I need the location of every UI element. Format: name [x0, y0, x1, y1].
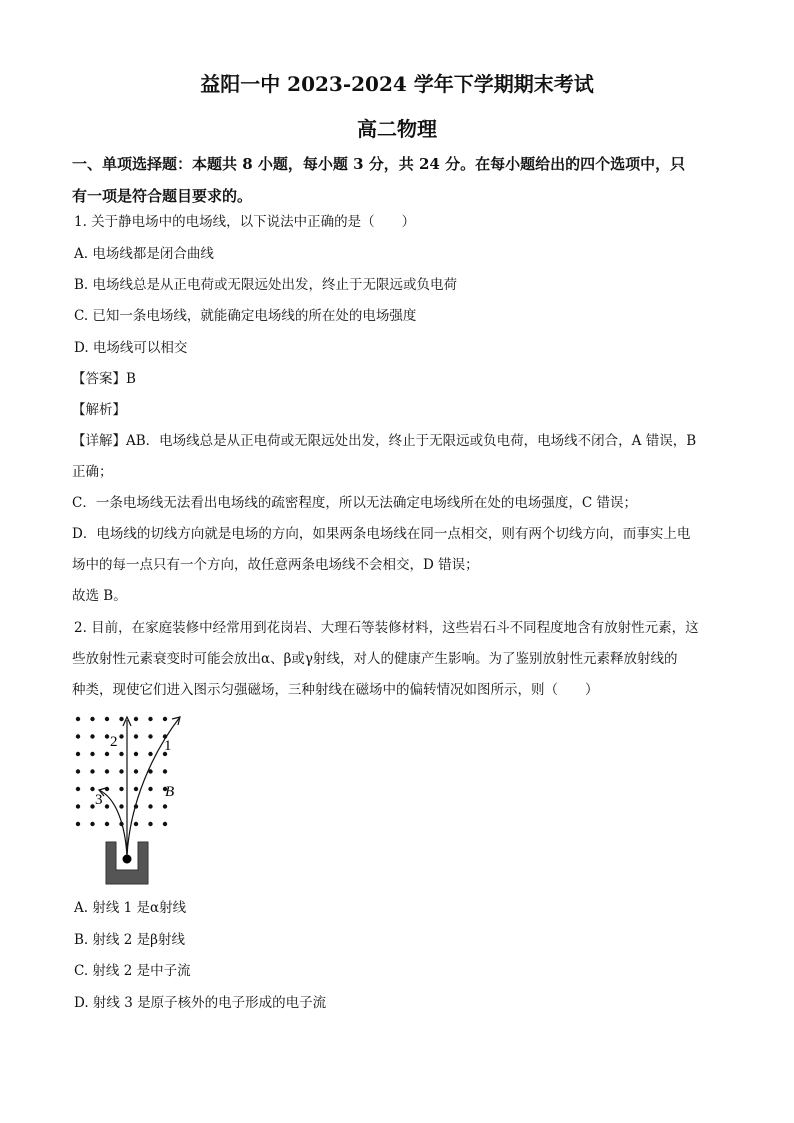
field-dot — [119, 804, 123, 808]
magnetic-field-figure — [68, 712, 188, 887]
q2-stem-line: 种类，现使它们进入图示匀强磁场，三种射线在磁场中的偏转情况如图所示，则（ ） — [72, 682, 599, 698]
field-dot — [134, 752, 138, 756]
q1-option-d: D. 电场线可以相交 — [74, 340, 188, 356]
field-dot — [105, 822, 109, 826]
field-dot — [105, 787, 109, 791]
field-dot — [90, 717, 94, 721]
ray-3-label: 3 — [95, 792, 103, 808]
field-dot — [105, 734, 109, 738]
field-dot — [105, 804, 109, 808]
section-heading — [72, 148, 732, 212]
q2-stem-line: 2. 目前，在家庭装修中经常用到花岗岩、大理石等装修材料，这些岩石斗不同程度地含有放射性元素，这 — [74, 620, 699, 636]
field-dot — [163, 717, 167, 721]
field-dot — [90, 787, 94, 791]
q2-option-d: D. 射线 3 是原子核外的电子形成的电子流 — [74, 995, 327, 1011]
magnetic-field-dots — [76, 717, 167, 826]
q1-explanation-line: C．一条电场线无法看出电场线的疏密程度，所以无法确定电场线所在处的电场强度，C 错误； — [72, 495, 637, 511]
field-dot — [148, 717, 152, 721]
field-dot — [148, 822, 152, 826]
field-dot — [105, 717, 109, 721]
field-dot — [134, 734, 138, 738]
q1-explanation-line: 场中的每一点只有一个方向，故任意两条电场线不会相交，D 错误； — [72, 557, 479, 573]
field-dot — [119, 787, 123, 791]
q2-stem-line: 些放射性元素衰变时可能会放出α、β或γ射线，对人的健康产生影响。为了鉴别放射性元素释放射线的 — [72, 651, 678, 667]
field-dot — [76, 822, 80, 826]
q1-option-c: C. 已知一条电场线，就能确定电场线的所在处的电场强度 — [74, 308, 417, 324]
field-dot — [90, 822, 94, 826]
q2-option-c: C. 射线 2 是中子流 — [74, 963, 191, 979]
q1-explanation-line: 正确； — [72, 464, 113, 480]
ray-deflection-diagram — [68, 712, 188, 887]
field-dot — [163, 822, 167, 826]
section-heading-line-1: 一、单项选择题：本题共 8 小题，每小题 3 分，共 24 分。在每小题给出的四个选项中，只 — [72, 155, 686, 173]
ray-2-label: 2 — [110, 734, 118, 750]
field-dot — [148, 752, 152, 756]
field-dot — [148, 787, 152, 791]
section-heading-line-2: 有一项是符合题目要求的。 — [72, 187, 253, 205]
field-dot — [76, 752, 80, 756]
field-dot — [119, 769, 123, 773]
exam-subject: 高二物理 — [357, 117, 437, 141]
q1-explanation-line: 故选 B。 — [72, 588, 127, 604]
field-dot — [76, 769, 80, 773]
field-dot — [148, 804, 152, 808]
q1-explanation-line: 【详解】AB．电场线总是从正电荷或无限远处出发，终止于无限远或负电荷，电场线不闭合，A 错误，B — [72, 433, 697, 449]
field-dot — [90, 734, 94, 738]
magnetic-field-label: B — [165, 784, 175, 800]
field-dot — [76, 787, 80, 791]
field-dot — [119, 752, 123, 756]
ray-1-label: 1 — [164, 738, 172, 754]
q2-option-a: A. 射线 1 是α射线 — [74, 900, 187, 916]
field-dot — [134, 717, 138, 721]
field-dot — [134, 787, 138, 791]
q1-answer: 【答案】B — [72, 371, 136, 387]
q1-stem: 1. 关于静电场中的电场线，以下说法中正确的是（ ） — [74, 214, 416, 230]
field-dot — [148, 734, 152, 738]
q1-analysis-label: 【解析】 — [72, 402, 126, 418]
q1-explanation-line: D．电场线的切线方向就是电场的方向，如果两条电场线在同一点相交，则有两个切线方向，而事实上电 — [72, 526, 691, 542]
field-dot — [119, 734, 123, 738]
q2-option-b: B. 射线 2 是β射线 — [74, 932, 185, 948]
field-dot — [119, 717, 123, 721]
field-dot — [163, 804, 167, 808]
field-dot — [163, 769, 167, 773]
field-dot — [76, 717, 80, 721]
q1-option-b: B. 电场线总是从正电荷或无限远处出发，终止于无限远或负电荷 — [74, 277, 458, 293]
field-dot — [90, 769, 94, 773]
field-dot — [76, 734, 80, 738]
field-dot — [105, 769, 109, 773]
field-dot — [134, 769, 138, 773]
field-dot — [90, 752, 94, 756]
field-dot — [76, 804, 80, 808]
exam-title: 益阳一中 2023-2024 学年下学期期末考试 — [200, 72, 594, 96]
field-dot — [105, 752, 109, 756]
field-dot — [134, 822, 138, 826]
q1-option-a: A. 电场线都是闭合曲线 — [74, 246, 214, 262]
